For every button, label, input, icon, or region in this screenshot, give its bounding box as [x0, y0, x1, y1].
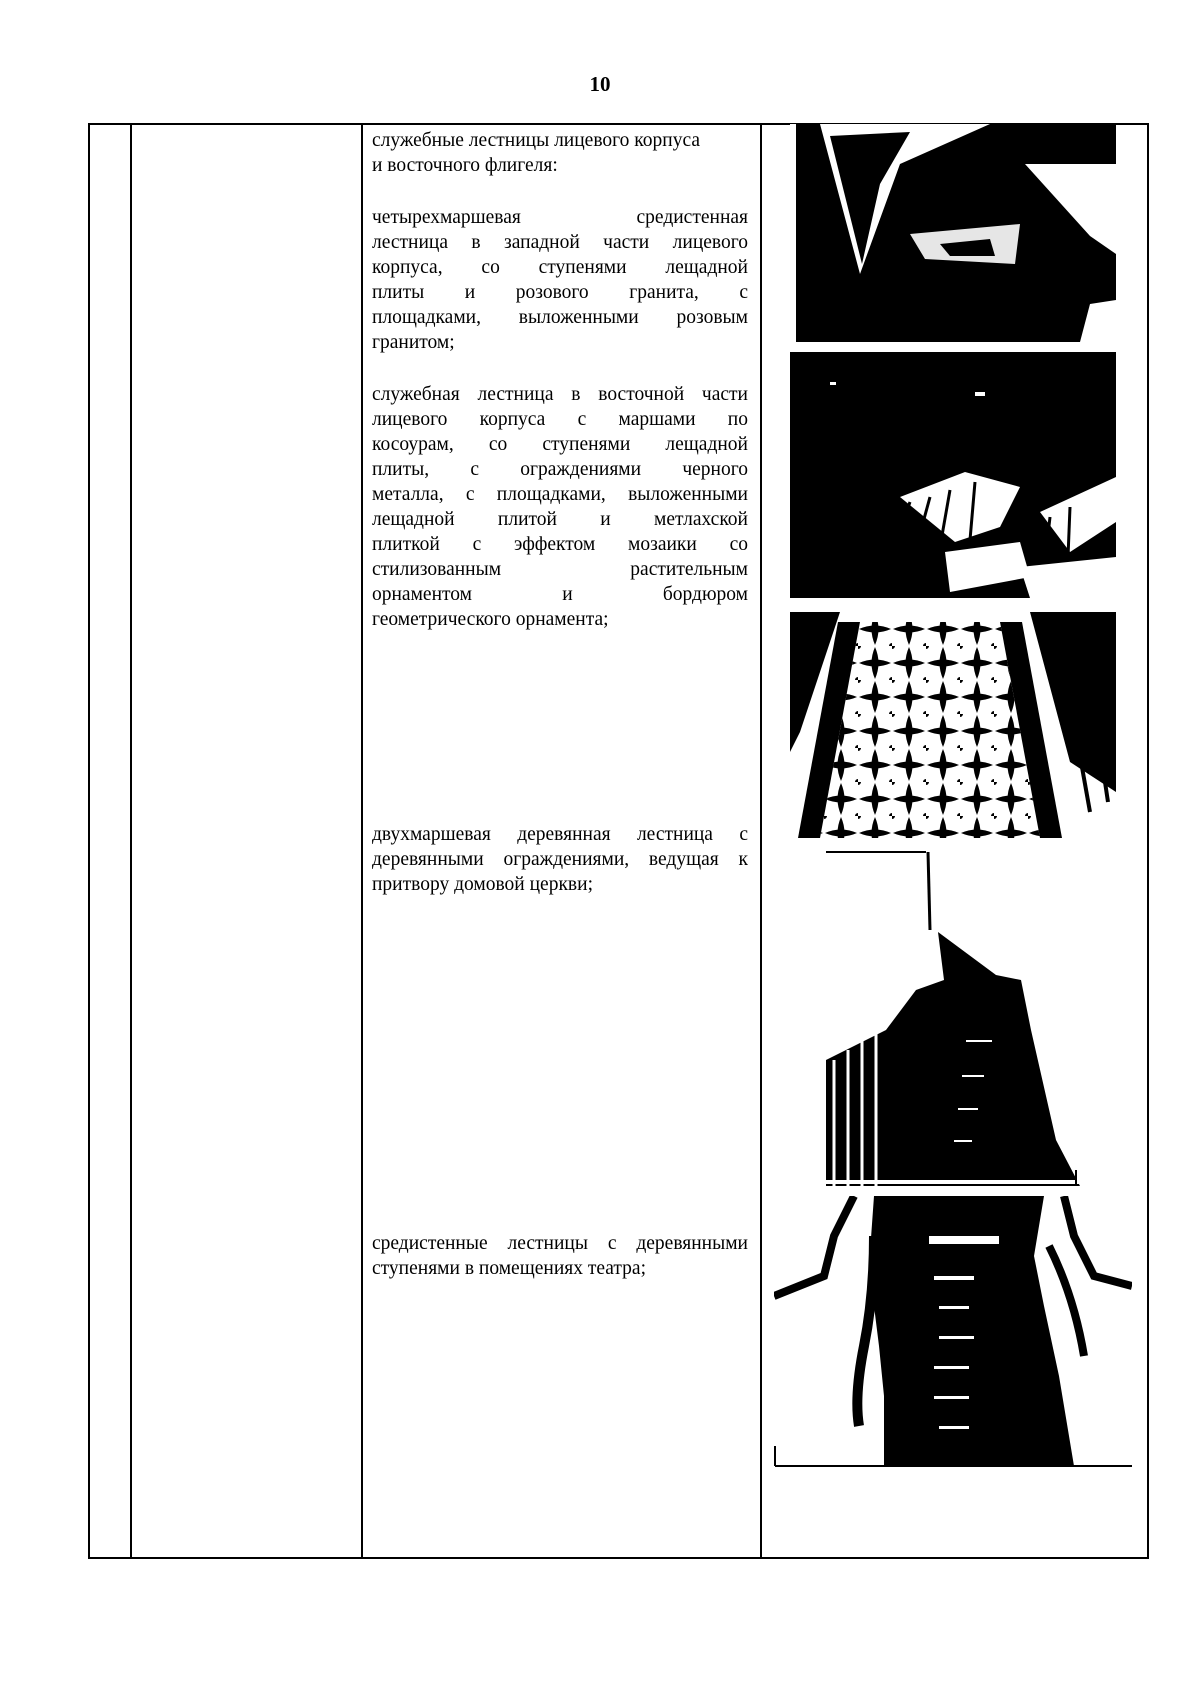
text-line: лицевого корпуса с маршами по — [372, 409, 748, 430]
entry-service-stairs — [372, 128, 748, 178]
text-line: служебные лестницы лицевого корпуса — [372, 130, 701, 151]
text-line: двухмаршевая деревянная лестница с — [372, 824, 748, 845]
text-line: корпуса, со ступенями лещадной — [372, 257, 748, 278]
theatre-stair-photo — [774, 1196, 1132, 1474]
text-line: средистенные лестницы с деревянными — [372, 1233, 748, 1254]
text-line: служебная лестница в восточной части — [372, 384, 748, 405]
text-line: плиты, с ограждениями черного — [372, 459, 748, 480]
text-line: орнаментом и бордюром — [372, 584, 748, 605]
west-stair-photo — [790, 124, 1116, 342]
text-line: лещадной плитой и метлахской — [372, 509, 748, 530]
entry-wooden-stair — [372, 822, 748, 897]
text-line: четырехмаршевая средистенная — [372, 207, 748, 228]
east-stair-photo — [790, 352, 1116, 598]
text-line: плиткой с эффектом мозаики со — [372, 534, 748, 555]
text-line: косоурам, со ступенями лещадной — [372, 434, 748, 455]
text-line: и восточного флигеля: — [372, 155, 558, 176]
text-line: ступенями в помещениях театра; — [372, 1258, 646, 1279]
text-line: площадками, выложенными розовым — [372, 307, 748, 328]
text-line: стилизованным растительным — [372, 559, 748, 580]
column-divider — [130, 125, 132, 1557]
tile-floor-photo — [790, 612, 1116, 838]
text-line: притвору домовой церкви; — [372, 874, 593, 895]
text-line: гранитом; — [372, 332, 455, 353]
entry-west-stair — [372, 205, 748, 355]
text-line: геометрического орнамента; — [372, 609, 609, 630]
wooden-stair-photo — [826, 850, 1080, 1186]
column-divider — [361, 125, 363, 1557]
page-number: 10 — [589, 72, 611, 96]
entry-east-stair — [372, 382, 748, 632]
column-divider — [760, 125, 762, 1557]
text-line: металла, с площадками, выложенными — [372, 484, 748, 505]
text-line: плиты и розового гранита, с — [372, 282, 748, 303]
text-line: деревянными ограждениями, ведущая к — [372, 849, 748, 870]
text-line: лестница в западной части лицевого — [372, 232, 748, 253]
entry-theatre-stairs — [372, 1231, 748, 1281]
